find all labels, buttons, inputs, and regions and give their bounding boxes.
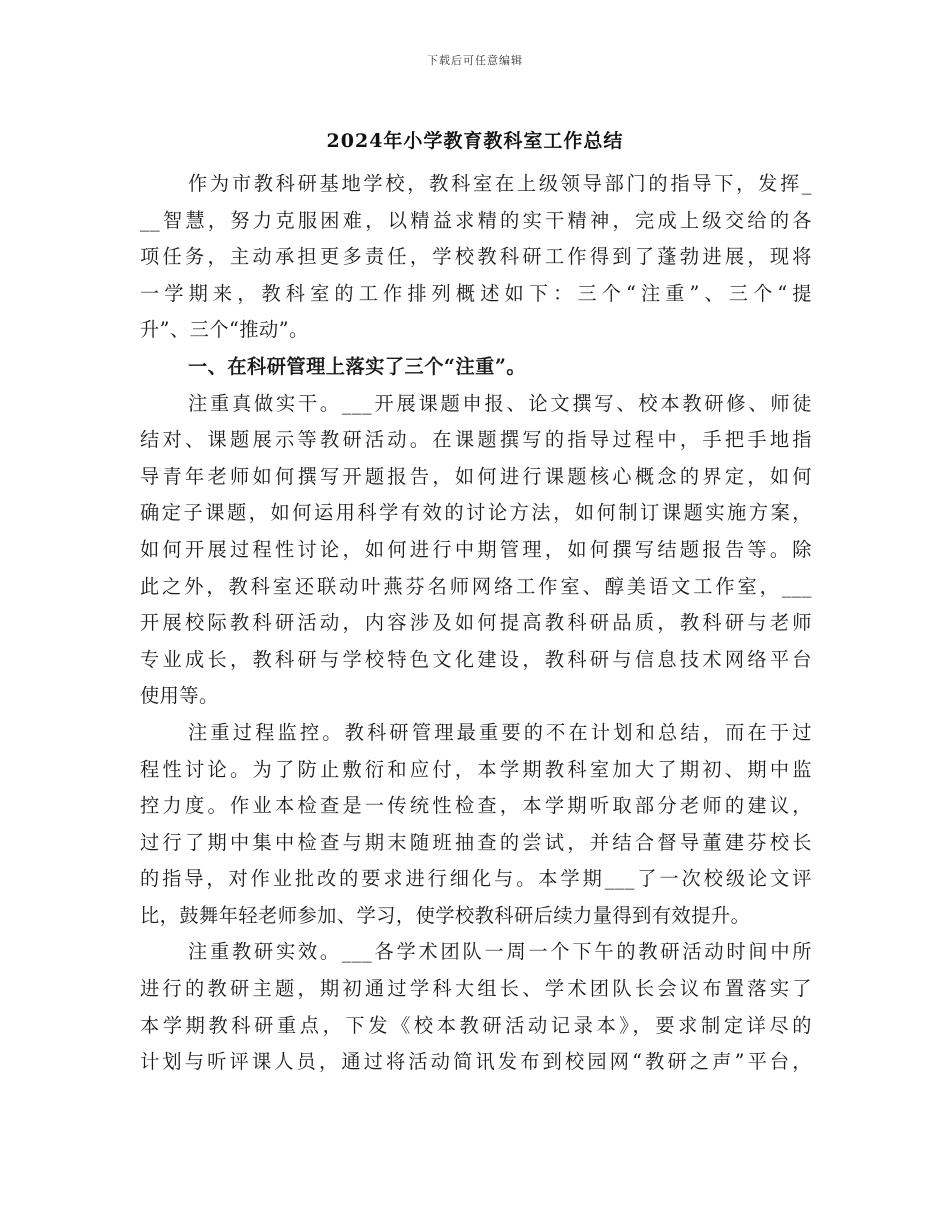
text-line: 开展校际教科研活动，内容涉及如何提高教科研品质，教科研与老师 bbox=[140, 611, 812, 635]
text-line: 作为市教科研基地学校，教科室在上级领导部门的指导下，发挥_ bbox=[188, 172, 812, 195]
paragraph-process-monitoring bbox=[140, 715, 812, 935]
text-line: 导青年老师如何撰写开题报告，如何进行课题核心概念的界定，如何 bbox=[140, 464, 812, 488]
text-line: 项任务，主动承担更多责任，学校教科研工作得到了蓬勃进展，现将 bbox=[140, 245, 812, 269]
document-body bbox=[140, 166, 812, 1081]
section-heading bbox=[140, 349, 812, 386]
document-title: 2024年小学教育教科室工作总结 bbox=[326, 130, 624, 152]
text-line: 使用等。 bbox=[140, 684, 219, 708]
text-line: 此之外，教科室还联动叶燕芬名师网络工作室、醇美语文工作室，___ bbox=[140, 574, 812, 598]
text-line: 控力度。作业本检查是一传统性检查，本学期听取部分老师的建议， bbox=[140, 794, 812, 818]
text-line: 计划与听评课人员，通过将活动简讯发布到校园网“教研之声”平台， bbox=[140, 1050, 812, 1074]
paragraph-intro bbox=[140, 166, 812, 349]
text-line: 进行的教研主题，期初通过学科大组长、学术团队长会议布置落实了 bbox=[140, 977, 812, 1001]
text-line: 注重教研实效。___各学术团队一周一个下午的教研活动时间中所 bbox=[188, 940, 812, 964]
text-line: 如何开展过程性讨论，如何进行中期管理，如何撰写结题报告等。除 bbox=[140, 537, 812, 561]
text-line: 比，鼓舞年轻老师参加、学习，使学校教科研后续力量得到有效提升。 bbox=[140, 903, 751, 927]
paragraph-research-effectiveness bbox=[140, 934, 812, 1080]
text-line: __智慧，努力克服困难，以精益求精的实干精神，完成上级交给的各 bbox=[140, 208, 812, 232]
text-line: 注重真做实干。___开展课题申报、论文撰写、校本教研修、师徒 bbox=[188, 391, 812, 415]
text-line: 本学期教科研重点，下发《校本教研活动记录本》，要求制定详尽的 bbox=[140, 1013, 812, 1037]
text-line: 一学期来，教科室的工作排列概述如下：三个“注重”、三个“提 bbox=[140, 281, 812, 305]
text-line: 结对、课题展示等教研活动。在课题撰写的指导过程中，手把手地指 bbox=[140, 428, 812, 452]
header-note: 下载后可任意编辑 bbox=[427, 54, 523, 67]
text-line: 注重过程监控。教科研管理最重要的不在计划和总结，而在于过 bbox=[188, 720, 812, 744]
section-heading-text: 一、在科研管理上落实了三个“注重”。 bbox=[188, 354, 527, 378]
paragraph-practical-work bbox=[140, 386, 812, 715]
text-line: 过行了期中集中检查与期末随班抽查的尝试，并结合督导董建芬校长 bbox=[140, 830, 812, 854]
text-line: 程性讨论。为了防止敷衍和应付，本学期教科室加大了期初、期中监 bbox=[140, 757, 812, 781]
text-line: 升”、三个“推动”。 bbox=[140, 318, 309, 342]
text-line: 确定子课题，如何运用科学有效的讨论方法，如何制订课题实施方案， bbox=[140, 501, 812, 525]
text-line: 的指导，对作业批改的要求进行细化与。本学期___了一次校级论文评 bbox=[140, 867, 812, 891]
text-line: 专业成长，教科研与学校特色文化建设，教科研与信息技术网络平台 bbox=[140, 647, 812, 671]
